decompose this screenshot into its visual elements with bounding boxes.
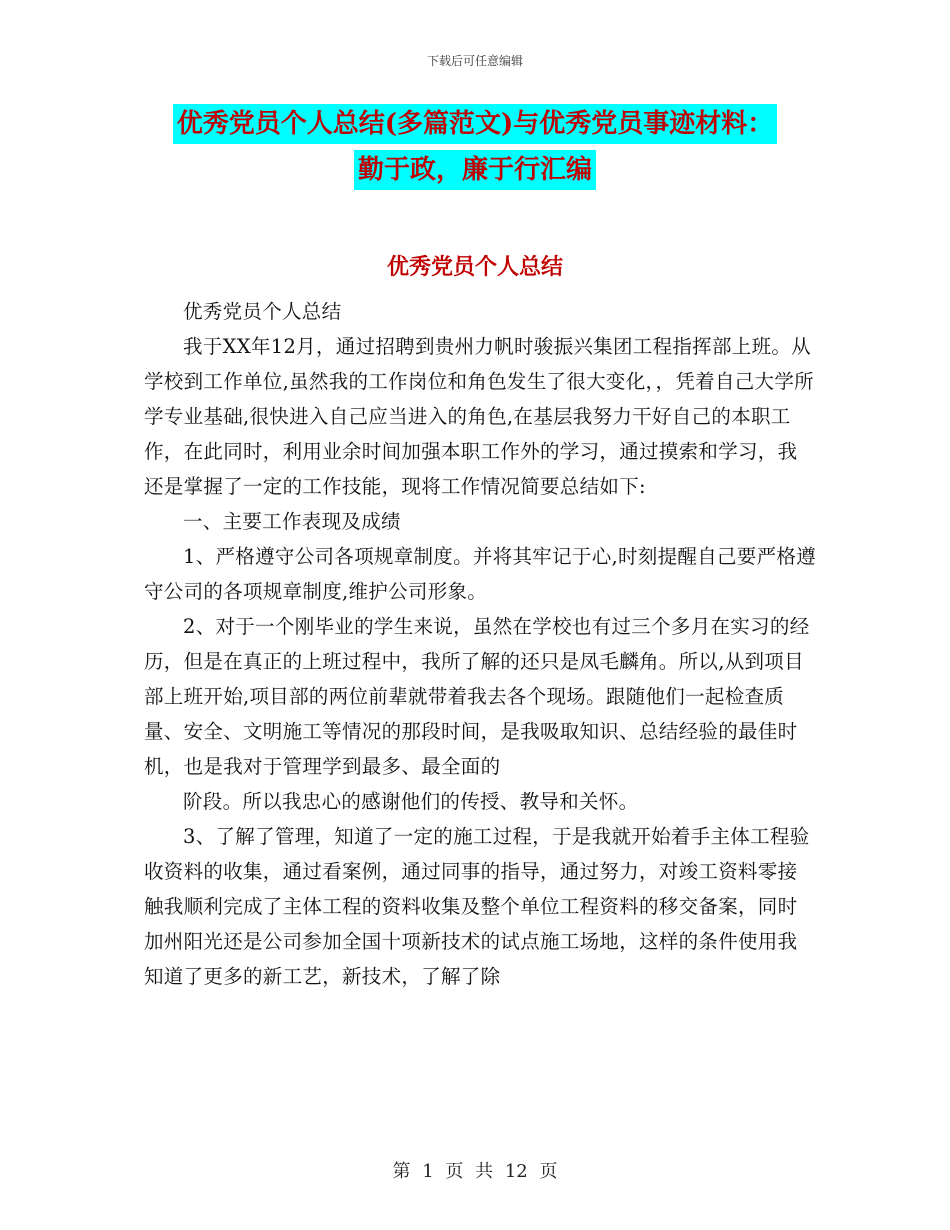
paragraph: 3、了解了管理，知道了一定的施工过程，于是我就开始着手主体工程验收资料的收集，通过看案例，通过同事的指导，通过努力，对竣工资料零接触我顺利完成了主体工程的资料收集及整个单位工程资料的移交备案，同时加州阳光还是公司参加全国十项新技术的试点施工场地，这样的条件使用我知道了更多的新工艺，新技术，了解了除 (144, 825, 810, 988)
page-footer: 第 1 页 共 12 页 (392, 1161, 558, 1182)
paragraph-heading: 优秀党员个人总结 (183, 300, 342, 323)
paragraph: 阶段。所以我忠心的感谢他们的传授、教导和关怀。 (183, 790, 639, 813)
section-title: 优秀党员个人总结 (386, 254, 563, 280)
header-note: 下载后可任意编辑 (426, 54, 523, 68)
body-text (144, 294, 816, 994)
paragraph: 1、严格遵守公司各项规章制度。并将其牢记于心,时刻提醒自己要严格遵守公司的各项规章制度,维护公司形象。 (144, 545, 817, 603)
document-title (0, 104, 950, 196)
subsection-heading: 一、主要工作表现及成绩 (183, 510, 401, 533)
title-line-1: 优秀党员个人总结(多篇范文)与优秀党员事迹材料： (173, 104, 778, 144)
paragraph: 我于XX年12月，通过招聘到贵州力帆时骏振兴集团工程指挥部上班。从学校到工作单位,虽然我的工作岗位和角色发生了很大变化，，凭着自己大学所学专业基础,很快进入自己应当进入的角色,在基层我努力干好自己的本职工作，在此同时，利用业余时间加强本职工作外的学习，通过摸索和学习，我还是掌握了一定的工作技能，现将工作情况简要总结如下: (144, 335, 814, 498)
paragraph: 2、对于一个刚毕业的学生来说，虽然在学校也有过三个多月在实习的经历，但是在真正的上班过程中，我所了解的还只是凤毛麟角。所以,从到项目部上班开始,项目部的两位前辈就带着我去各个现场。跟随他们一起检查质量、安全、文明施工等情况的那段时间，是我吸取知识、总结经验的最佳时机，也是我对于管理学到最多、最全面的 (144, 615, 810, 778)
title-line-2: 勤于政，廉于行汇编 (354, 150, 596, 190)
